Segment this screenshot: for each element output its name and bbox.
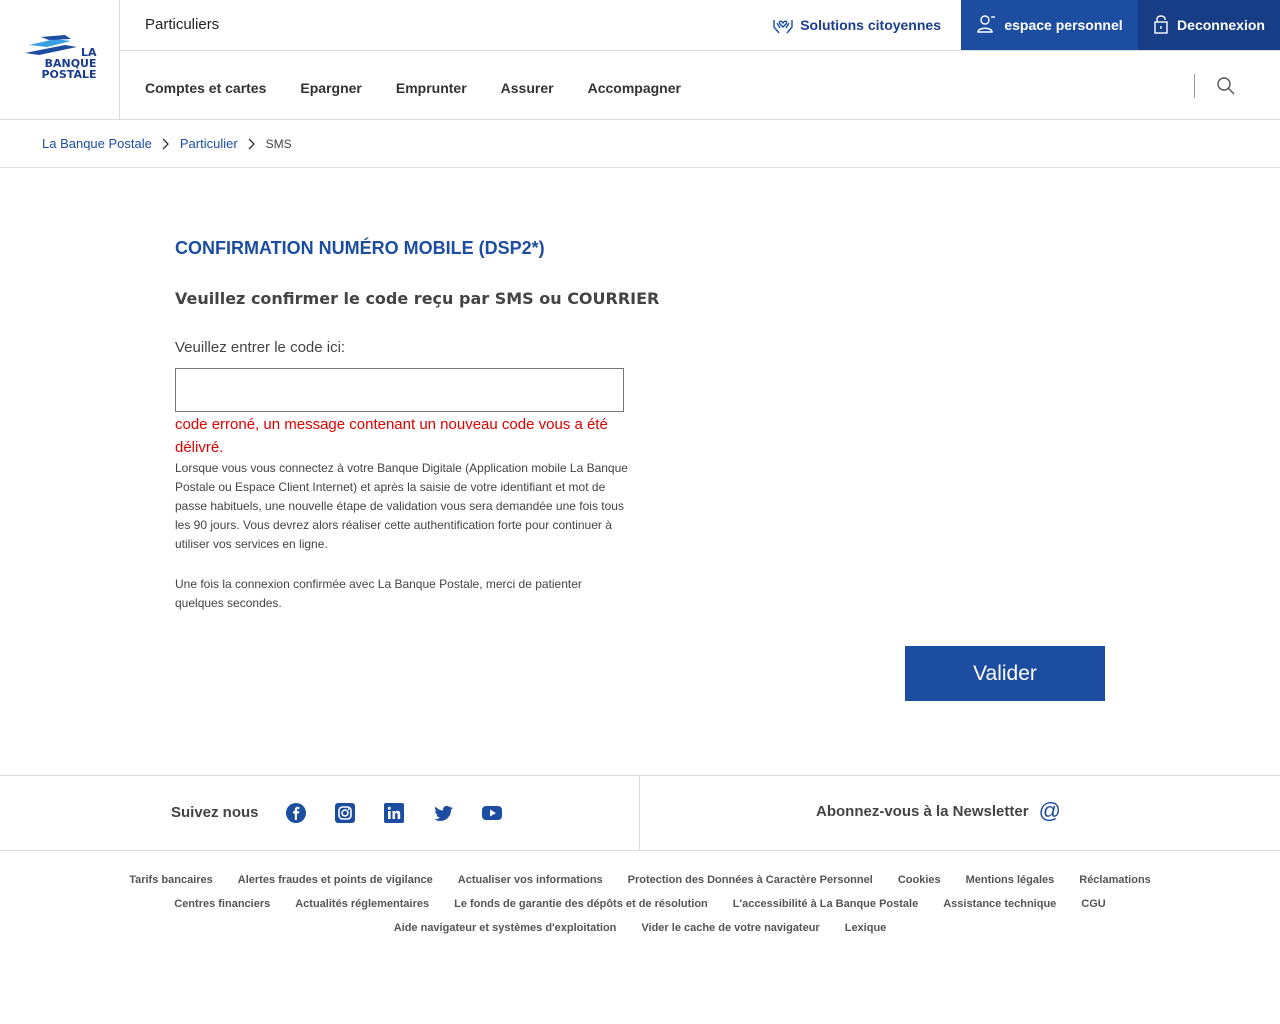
nav-divider <box>1194 74 1195 98</box>
follow-label: Suivez nous <box>171 804 259 821</box>
solutions-citoyennes-link[interactable] <box>772 0 941 50</box>
breadcrumb-particulier[interactable]: Particulier <box>179 136 238 151</box>
youtube-icon[interactable] <box>482 803 502 823</box>
segment-particuliers[interactable]: Particuliers <box>145 16 220 33</box>
footer-link[interactable]: Assistance technique <box>943 898 1057 910</box>
linkedin-icon[interactable] <box>384 803 404 823</box>
code-input[interactable] <box>175 368 624 412</box>
footer-link[interactable]: Mentions légales <box>965 874 1055 886</box>
footer-link[interactable]: Centres financiers <box>174 898 271 910</box>
breadcrumb-home[interactable]: La Banque Postale <box>42 136 152 151</box>
social-links <box>286 803 502 823</box>
footer-social <box>0 775 1280 851</box>
nav-item-emprunter[interactable]: Emprunter <box>395 80 467 96</box>
footer-link[interactable]: Réclamations <box>1079 874 1151 886</box>
footer-link[interactable]: Vider le cache de votre navigateur <box>641 922 820 934</box>
logo-link[interactable] <box>0 0 120 119</box>
search-button[interactable] <box>1214 74 1238 98</box>
at-sign-icon: @ <box>1038 798 1061 823</box>
solutions-citoyennes-label: Solutions citoyennes <box>800 17 941 33</box>
nav-item-accompagner[interactable]: Accompagner <box>587 80 681 96</box>
footer-link[interactable]: Alertes fraudes et points de vigilance <box>237 874 433 886</box>
deconnexion-button[interactable] <box>1138 0 1280 50</box>
hands-heart-icon <box>772 14 794 37</box>
twitter-icon[interactable] <box>433 803 453 823</box>
site-header <box>0 0 1280 120</box>
top-bar <box>120 0 1280 51</box>
page-subtitle: Veuillez confirmer le code reçu par SMS ou COURRIER <box>175 289 660 308</box>
user-icon <box>976 14 996 37</box>
search-icon <box>1214 85 1238 102</box>
footer-links-row <box>0 916 1280 940</box>
newsletter-label: Abonnez-vous à la Newsletter <box>816 802 1029 820</box>
footer-divider <box>639 776 640 850</box>
footer-link[interactable]: Aide navigateur et systèmes d'exploitation <box>393 922 617 934</box>
espace-personnel-button[interactable] <box>961 0 1138 50</box>
newsletter-link[interactable] <box>816 800 1061 822</box>
deconnexion-label: Deconnexion <box>1177 17 1265 33</box>
chevron-right-icon <box>248 138 256 150</box>
instagram-icon[interactable] <box>335 803 355 823</box>
nav-item-comptes-et-cartes[interactable]: Comptes et cartes <box>145 80 267 96</box>
main-nav <box>145 80 681 96</box>
lock-icon <box>1153 14 1169 37</box>
footer-link[interactable]: Actualiser vos informations <box>457 874 603 886</box>
espace-personnel-label: espace personnel <box>1004 17 1123 33</box>
breadcrumb-current: SMS <box>265 136 292 151</box>
info-text: Lorsque vous vous connectez à votre Banque Digitale (Application mobile La Banque Postale ou Espace Client Internet) et après la saisie de votre identifiant et mot de passe habituels, une nouvelle étape de validation vous sera demandée une fois tous les 90 jours. Vous devrez alors réaliser cette authentification forte pour continuer à utiliser vos services en ligne. <box>175 461 628 551</box>
footer-link[interactable]: Lexique <box>844 922 887 934</box>
page-title: CONFIRMATION NUMÉRO MOBILE (DSP2*) <box>175 238 545 258</box>
breadcrumb <box>0 120 1280 168</box>
footer-links <box>0 868 1280 940</box>
footer-link[interactable]: CGU <box>1081 898 1106 910</box>
valider-button[interactable]: Valider <box>905 646 1105 701</box>
facebook-icon[interactable] <box>286 803 306 823</box>
nav-item-epargner[interactable]: Epargner <box>300 80 362 96</box>
footer-links-row <box>0 868 1280 892</box>
chevron-right-icon <box>162 138 170 150</box>
la-banque-postale-logo: LA BANQUE POSTALE <box>25 35 95 85</box>
info-text-wait: Une fois la connexion confirmée avec La Banque Postale, merci de patienter quelques secondes. <box>175 577 582 610</box>
footer-link[interactable]: L'accessibilité à La Banque Postale <box>732 898 919 910</box>
error-message: code erroné, un message contenant un nouveau code vous a été délivré. <box>175 416 608 456</box>
footer-link[interactable]: Protection des Données à Caractère Personnel <box>627 874 873 886</box>
code-label: Veuillez entrer le code ici: <box>175 339 346 356</box>
footer-link[interactable]: Tarifs bancaires <box>129 874 213 886</box>
footer-link[interactable]: Actualités réglementaires <box>295 898 430 910</box>
nav-item-assurer[interactable]: Assurer <box>500 80 554 96</box>
footer-link[interactable]: Cookies <box>897 874 941 886</box>
footer-links-row <box>0 892 1280 916</box>
footer-link[interactable]: Le fonds de garantie des dépôts et de résolution <box>454 898 708 910</box>
